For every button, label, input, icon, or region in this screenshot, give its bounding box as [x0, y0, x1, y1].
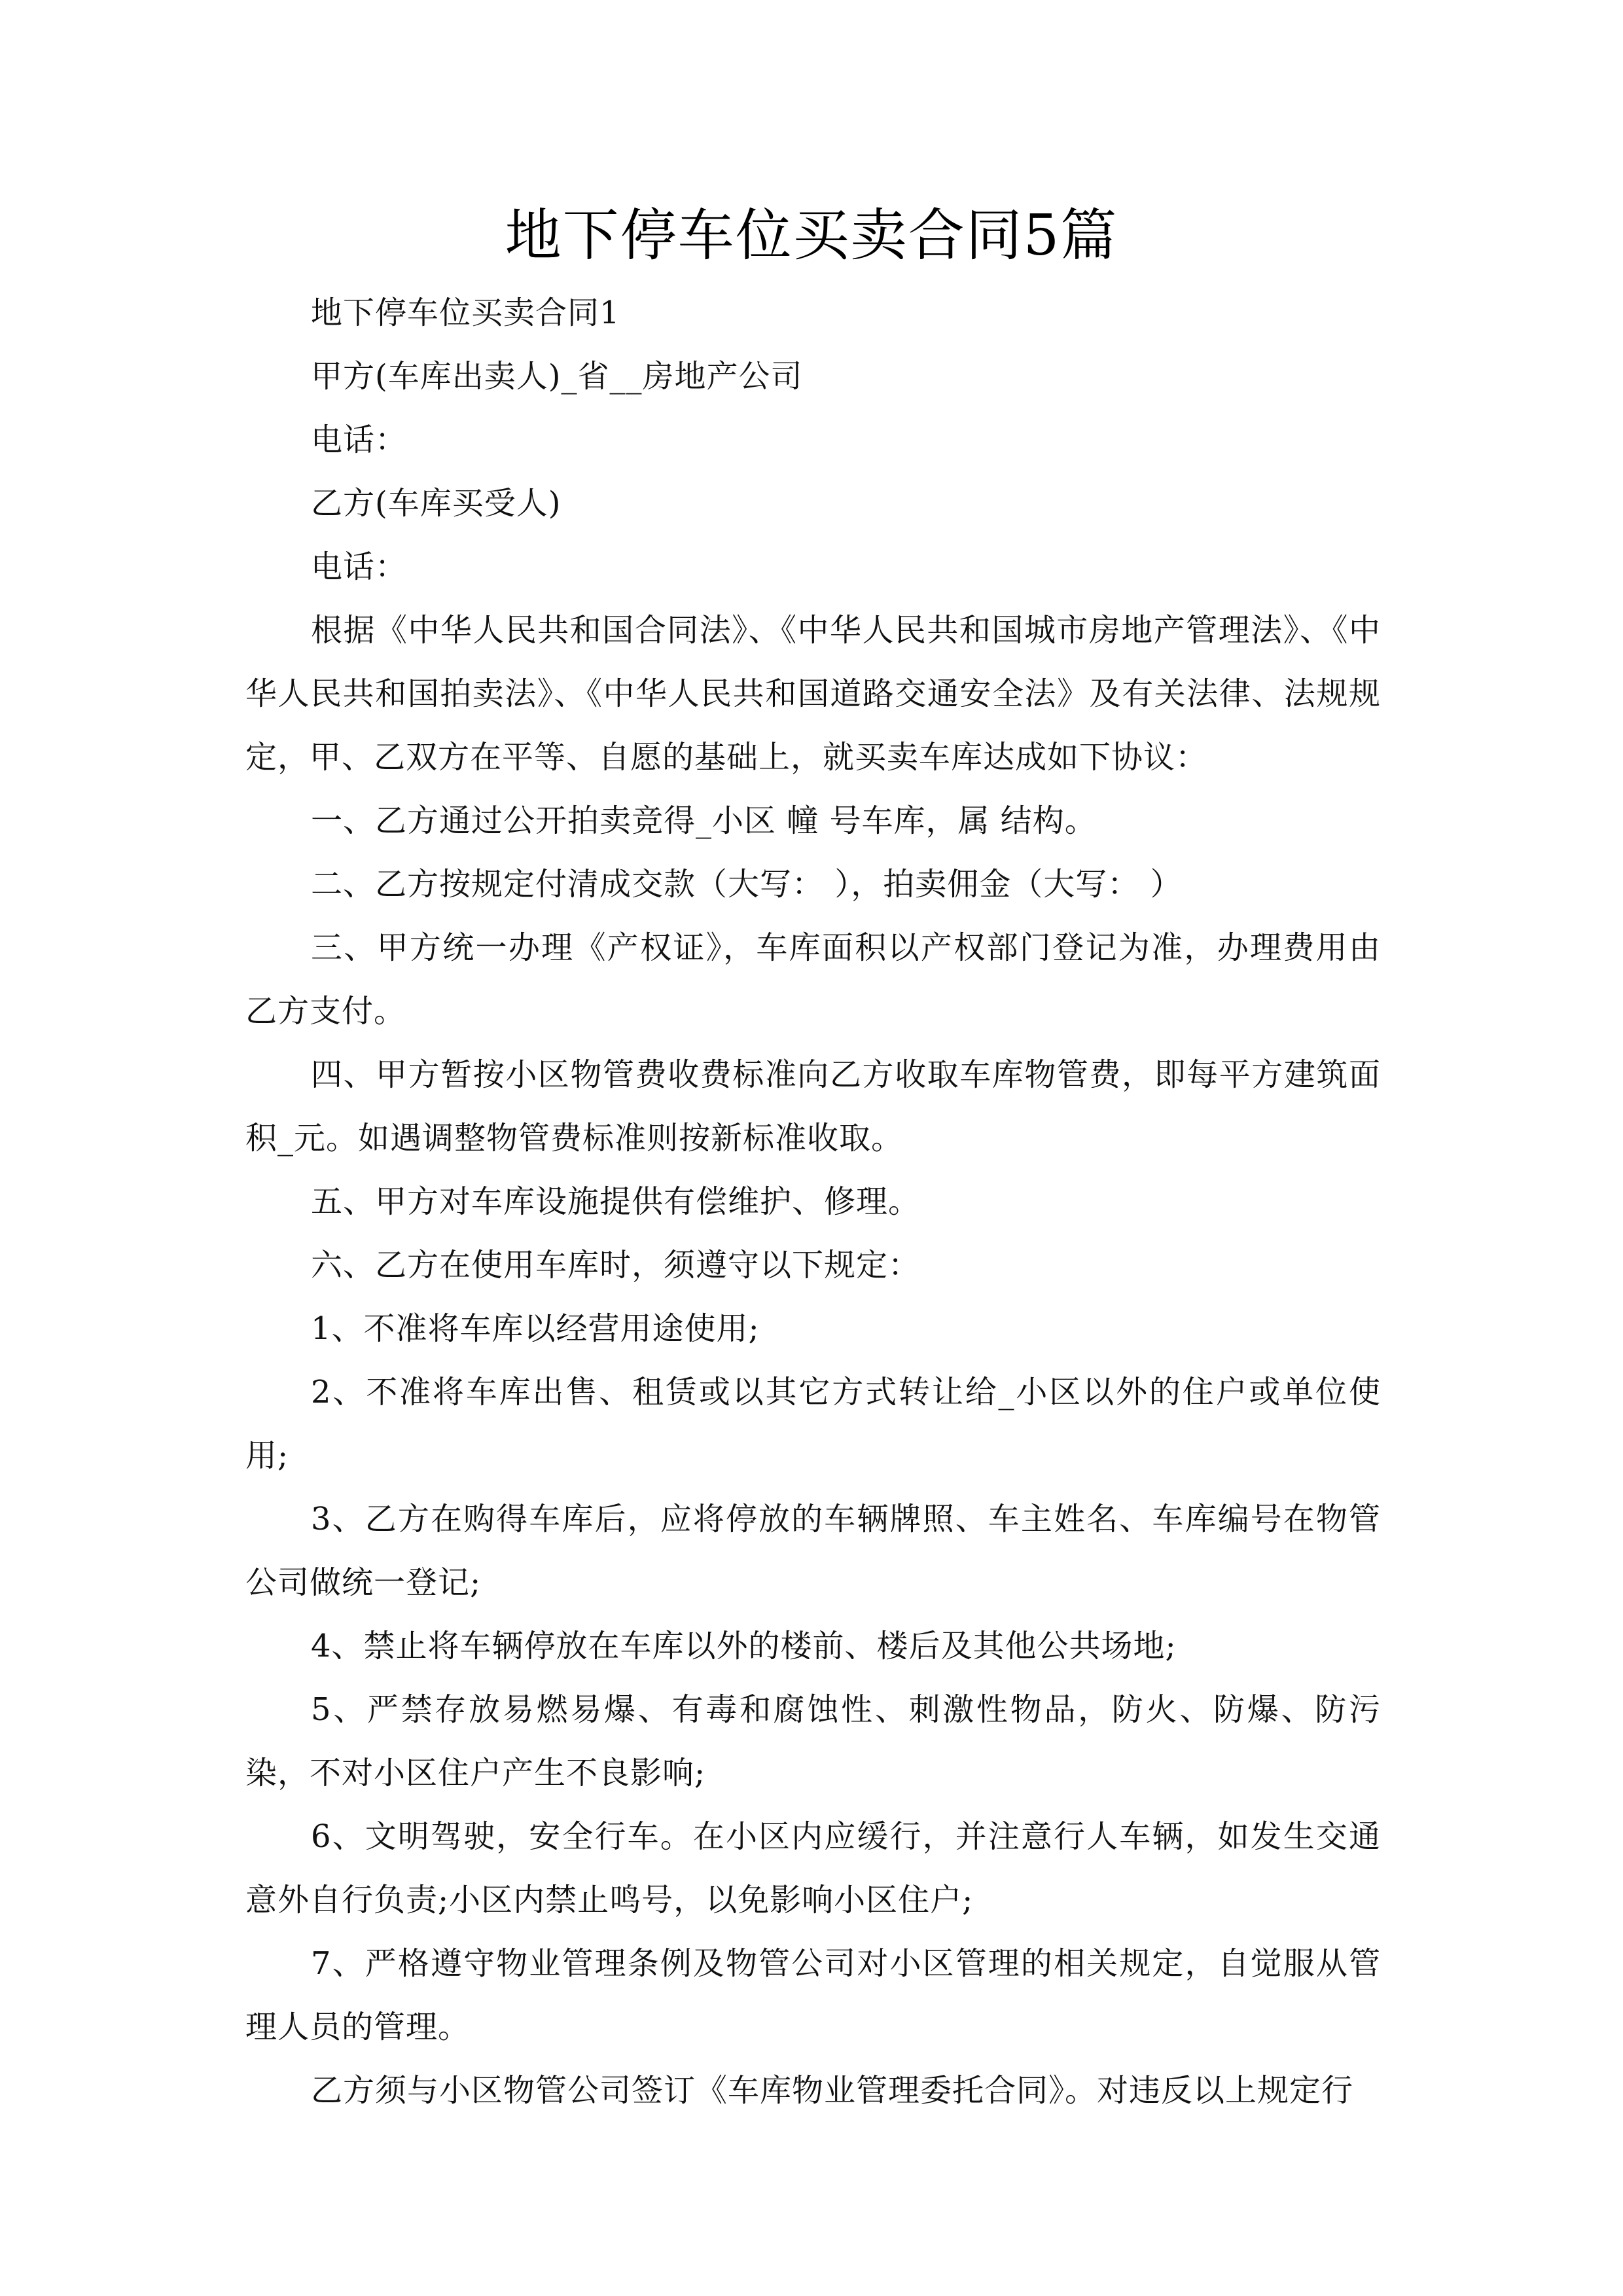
rule-7: 7、严格遵守物业管理条例及物管公司对小区管理的相关规定，自觉服从管理人员的管理。	[245, 1945, 1381, 2045]
clause-2: 二、乙方按规定付清成交款（大写： ），拍卖佣金（大写： ）	[311, 866, 1183, 903]
rule-5: 5、严禁存放易燃易爆、有毒和腐蚀性、刺激性物品，防火、防爆、防污染，不对小区住户产生不良影响;	[245, 1691, 1381, 1791]
clause-4: 四、甲方暂按小区物管费收费标准向乙方收取车库物管费，即每平方建筑面积_元。如遇调整物管费标准则按新标准收取。	[245, 1056, 1381, 1157]
document-body	[245, 281, 1381, 2123]
rule-1: 1、不准将车库以经营用途使用;	[311, 1310, 760, 1347]
party-a-line: 甲方(车库出卖人)_省__房地产公司	[311, 358, 803, 395]
rule-4: 4、禁止将车辆停放在车库以外的楼前、楼后及其他公共场地;	[311, 1628, 1177, 1664]
clause-1: 一、乙方通过公开拍卖竞得_小区 幢 号车库，属 结构。	[311, 802, 1097, 839]
legal-basis-paragraph: 根据《中华人民共和国合同法》、《中华人民共和国城市房地产管理法》、《中华人民共和国拍卖法》、《中华人民共和国道路交通安全法》及有关法律、法规规定，甲、乙双方在平等、自愿的基础上，就买卖车库达成如下协议：	[245, 612, 1381, 776]
party-b-line: 乙方(车库买受人)	[311, 485, 562, 522]
party-b-phone: 电话：	[311, 548, 408, 585]
clause-5: 五、甲方对车库设施提供有偿维护、修理。	[311, 1183, 921, 1220]
section-heading: 地下停车位买卖合同1	[311, 295, 620, 331]
document-title: 地下停车位买卖合同5篇	[505, 203, 1118, 268]
rule-2: 2、不准将车库出售、租赁或以其它方式转让给_小区以外的住户或单位使用;	[245, 1374, 1381, 1474]
clause-3: 三、甲方统一办理《产权证》，车库面积以产权部门登记为准，办理费用由乙方支付。	[245, 929, 1381, 1030]
clause-6: 六、乙方在使用车库时，须遵守以下规定：	[311, 1247, 921, 1283]
closing-paragraph: 乙方须与小区物管公司签订《车库物业管理委托合同》。对违反以上规定行	[311, 2072, 1354, 2109]
rule-3: 3、乙方在购得车库后，应将停放的车辆牌照、车主姓名、车库编号在物管公司做统一登记;	[245, 1501, 1381, 1601]
rule-6: 6、文明驾驶，安全行车。在小区内应缓行，并注意行人车辆，如发生交通意外自行负责;小区内禁止鸣号，以免影响小区住户;	[245, 1818, 1381, 1918]
party-a-phone: 电话：	[311, 422, 408, 458]
